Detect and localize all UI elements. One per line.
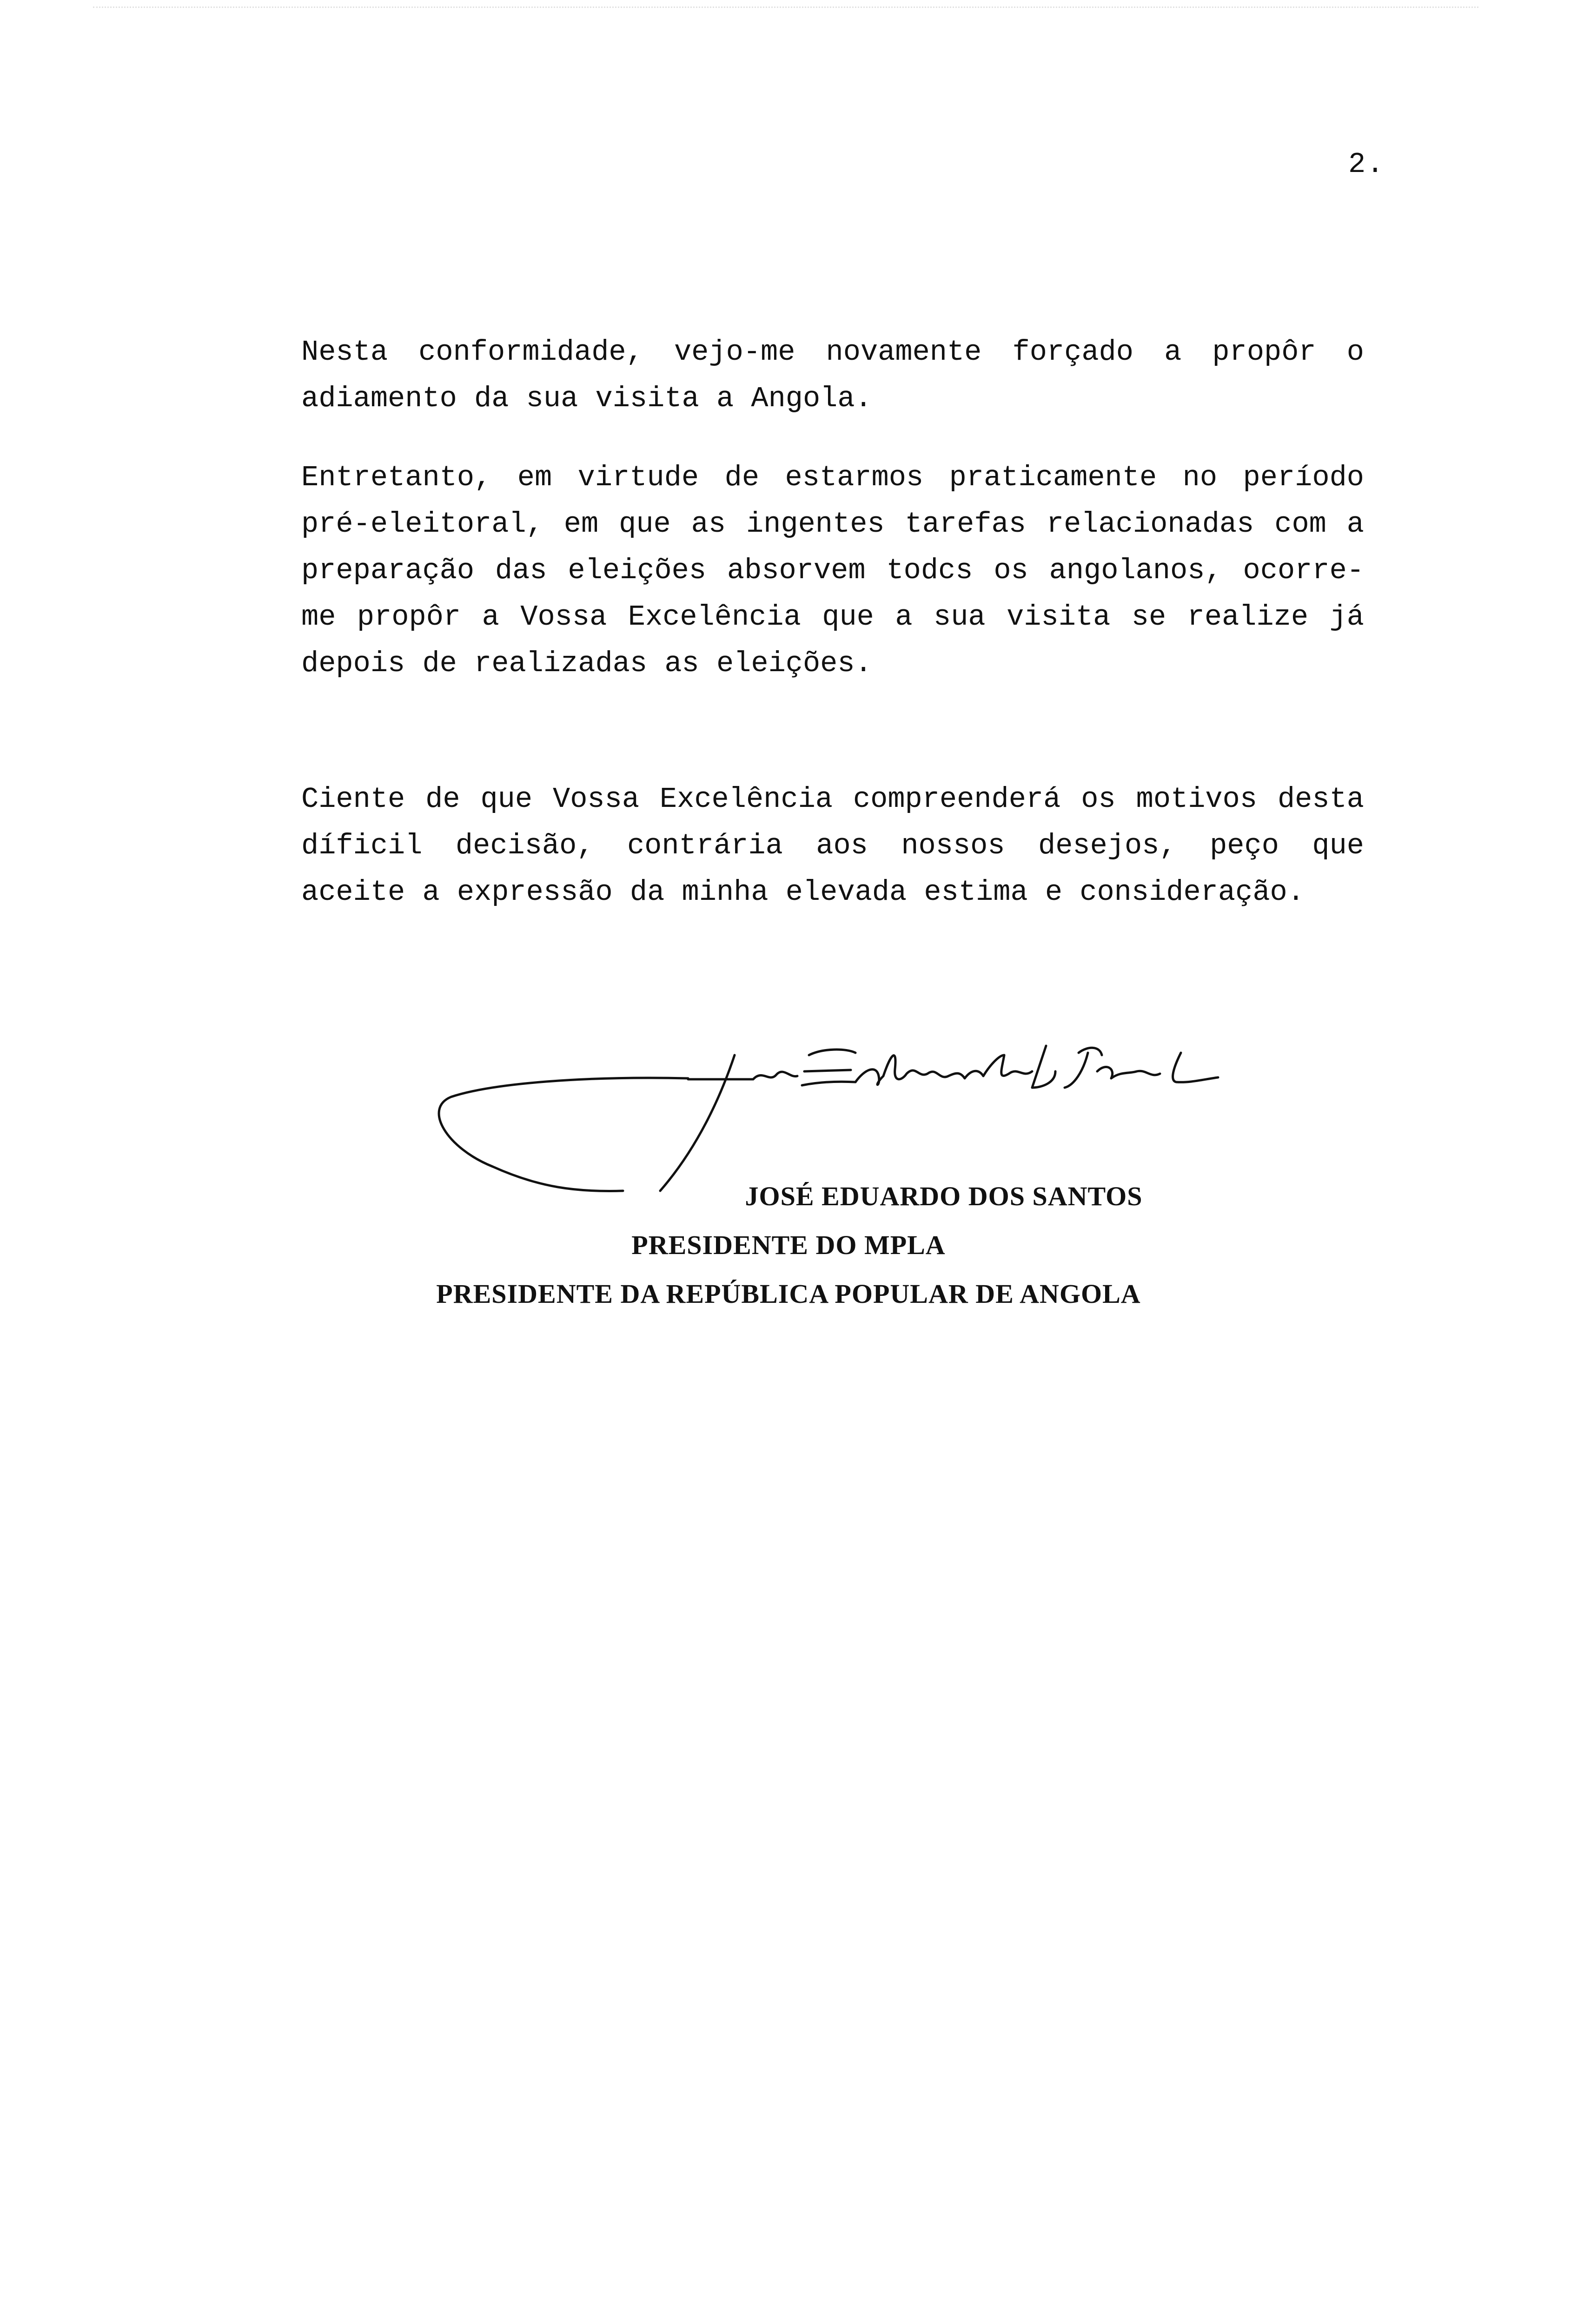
paragraph-3: Ciente de que Vossa Excelência compreenderá os motivos desta díficil decisão, contrária aos nossos desejos, peço que aceite a expressão da minha elevada estima e consideração. [301,783,1364,909]
scan-artifact-top [93,7,1478,11]
signatory-title-republic: PRESIDENTE DA REPÚBLICA POPULAR DE ANGOLA [436,1279,1141,1309]
paragraph-2: Entretanto, em virtude de estarmos praticamente no período pré-eleitoral, em que as ingentes tarefas relacionadas com a preparação das eleições absorvem todcs os angolanos, ocorre-me propôr a Vossa Excelência que a sua visita se realize já depois de realizadas as eleições. [301,461,1364,680]
page-number: 2. [1348,148,1385,181]
signatory-title-mpla: PRESIDENTE DO MPLA [631,1230,946,1260]
paragraph-1: Nesta conformidade, vejo-me novamente forçado a propôr o adiamento da sua visita a Angola. [301,336,1364,415]
signatory-name: JOSÉ EDUARDO DOS SANTOS [745,1181,1143,1211]
